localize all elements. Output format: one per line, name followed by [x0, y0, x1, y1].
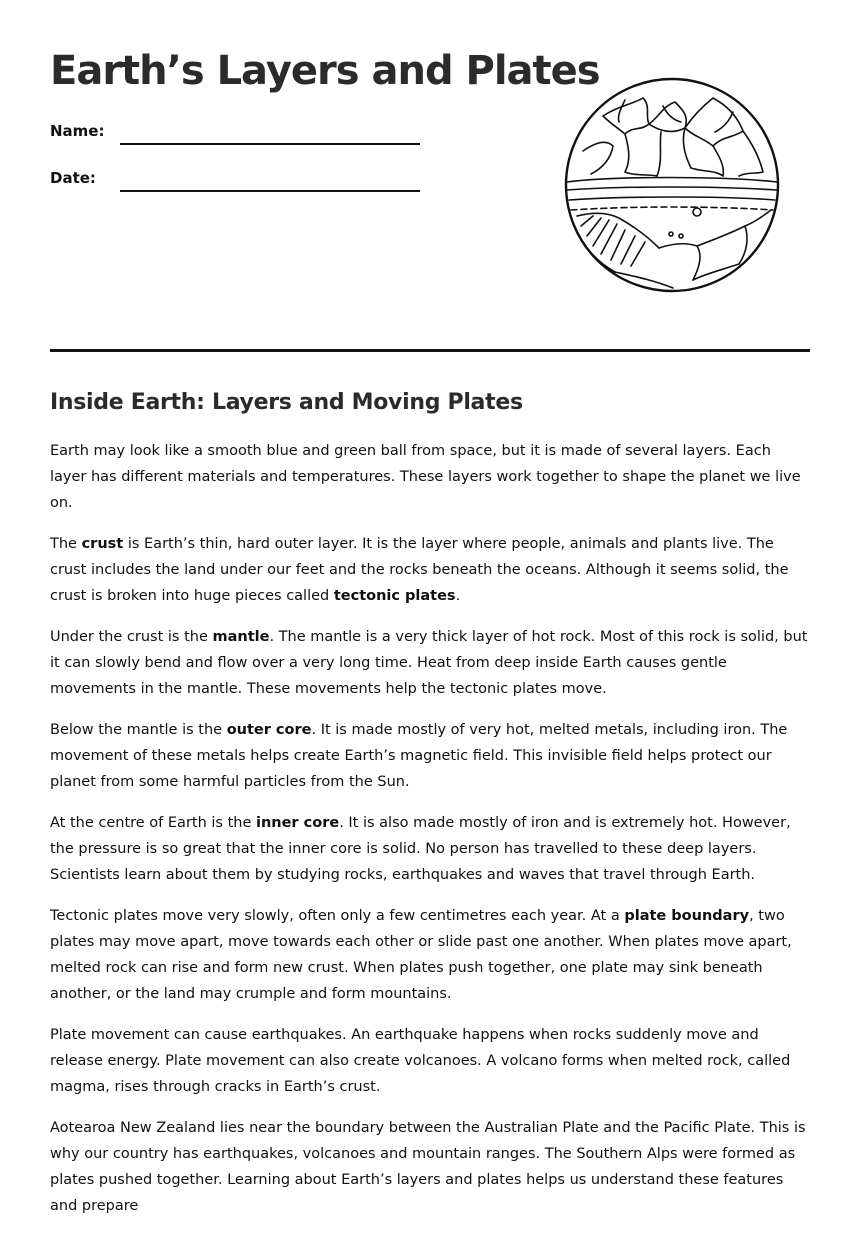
earth-globe-icon — [563, 76, 781, 294]
term-mantle: mantle — [212, 629, 270, 645]
article-body — [50, 438, 810, 1234]
section-heading: Inside Earth: Layers and Moving Plates — [50, 390, 523, 415]
paragraph-1: Earth may look like a smooth blue and green ball from space, but it is made of several layers. Each layer has different materials and temperatures. These layers work together to shape the planet we live on. — [50, 443, 801, 511]
name-label: Name: — [50, 122, 105, 140]
name-field[interactable] — [120, 143, 420, 145]
paragraph-8: Aotearoa New Zealand lies near the boundary between the Australian Plate and the Pacific Plate. This is why our country has earthquakes, volcanoes and mountain ranges. The Southern Alps were formed as plates pushed together. Learning about Earth’s layers and plates helps us understand these features and prepare — [50, 1120, 806, 1214]
paragraph-3: Under the crust is the mantle. The mantle is a very thick layer of hot rock. Most of this rock is solid, but it can slowly bend and flow over a very long time. Heat from deep inside Earth causes gentle movements in the mantle. These movements help the tectonic plates move. — [50, 629, 808, 697]
page-title: Earth’s Layers and Plates — [50, 48, 600, 94]
term-outer-core: outer core — [226, 722, 312, 738]
paragraph-6: Tectonic plates move very slowly, often only a few centimetres each year. At a plate boundary, two plates may move apart, move towards each other or slide past one another. When plates move apart, melted rock can rise and form new crust. When plates push together, one plate may sink beneath another, or the land may crumple and form mountains. — [50, 908, 792, 1002]
date-label: Date: — [50, 169, 96, 187]
term-crust: crust — [81, 536, 124, 552]
term-tectonic-plates: tectonic plates — [333, 588, 456, 604]
paragraph-7: Plate movement can cause earthquakes. An earthquake happens when rocks suddenly move and release energy. Plate movement can also create volcanoes. A volcano forms when melted rock, called magma, rises through cracks in Earth’s crust. — [50, 1027, 791, 1095]
term-plate-boundary: plate boundary — [624, 908, 750, 924]
paragraph-5: At the centre of Earth is the inner core. It is also made mostly of iron and is extremely hot. However, the pressure is so great that the inner core is solid. No person has travelled to these deep layers. Scientists learn about them by studying rocks, earthquakes and waves that travel through Earth. — [50, 815, 791, 883]
paragraph-2: The crust is Earth’s thin, hard outer layer. It is the layer where people, animals and plants live. The crust includes the land under our feet and the rocks beneath the oceans. Although it seems solid, the crust is broken into huge pieces called tectonic plates. — [50, 536, 789, 604]
header-divider — [50, 349, 810, 352]
date-field[interactable] — [120, 190, 420, 192]
term-inner-core: inner core — [255, 815, 340, 831]
paragraph-4: Below the mantle is the outer core. It is made mostly of very hot, melted metals, including iron. The movement of these metals helps create Earth’s magnetic field. This invisible field helps protect our planet from some harmful particles from the Sun. — [50, 722, 788, 790]
